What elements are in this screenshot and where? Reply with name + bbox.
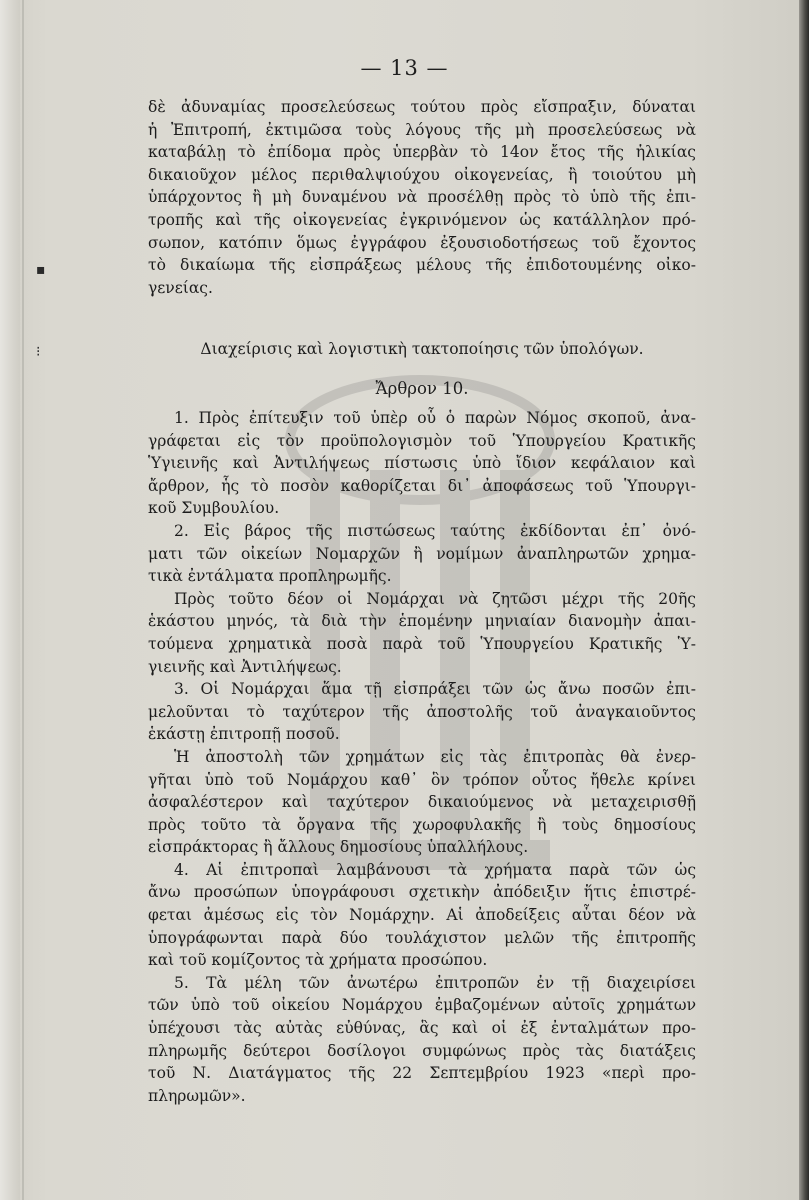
article-paragraph-2	[148, 520, 696, 588]
text-line: γιεινῆς καὶ Ἀντιλήψεως.	[148, 657, 342, 676]
margin-mark: ▪	[36, 262, 46, 278]
text-line: ἄνω προσώπων ὑπογράφουσι σχετικὴν ἀπόδειξιν ἥτις ἐπιστρέ-	[148, 883, 696, 902]
text-line: Πρὸς τοῦτο δέον οἱ Νομάρχαι νὰ ζητῶσι μέχρι τῆς 20ῆς	[174, 589, 696, 608]
text-line: ἀσφαλέστερον καὶ ταχύτερον δικαιούμενος νὰ μεταχειρισθῇ	[148, 793, 696, 812]
page-fold-line	[22, 0, 24, 1200]
text-line: Ὑγιεινῆς καὶ Ἀντιλήψεως πίστωσις ὑπὸ ἴδιον κεφάλαιον καὶ	[148, 454, 696, 473]
text-line: ἡ Ἐπιτροπή, ἐκτιμῶσα τοὺς λόγους τῆς μὴ προσελεύσεως νὰ	[148, 120, 696, 139]
article-paragraph-3	[148, 678, 696, 746]
text-line: τροπῆς καὶ τῆς οἰκογενείας ἐγκρινόμενον ὡς κατάλληλον πρό-	[148, 210, 696, 229]
article-title: Ἄρθρον 10.	[375, 379, 469, 398]
article-paragraph-1	[148, 407, 696, 520]
text-line: τὸ δικαίωμα τῆς εἰσπράξεως μέλους τῆς ἐπιδοτουμένης οἰκο-	[148, 256, 696, 275]
text-line: καταβάλῃ τὸ ἐπίδομα πρὸς ὑπερβὰν τὸ 14ον ἔτος τῆς ἡλικίας	[148, 143, 696, 162]
text-line: μελοῦνται τὸ ταχύτερον τῆς ἀποστολῆς τοῦ ἀναγκαιοῦντος	[148, 702, 696, 721]
text-line: γράφεται εἰς τὸν προϋπολογισμὸν τοῦ Ὑπουργείου Κρατικῆς	[148, 431, 696, 450]
article-paragraph-2b	[148, 588, 696, 678]
text-line: πληρωμῶν».	[148, 1086, 246, 1105]
text-line: ὑπέχουσι τὰς αὐτὰς εὐθύνας, ἃς καὶ οἱ ἐξ ἐνταλμάτων προ-	[148, 1019, 696, 1038]
text-line: τούμενα χρηματικὰ ποσὰ παρὰ τοῦ Ὑπουργείου Κρατικῆς Ὑ-	[148, 634, 696, 653]
text-line: εἰσπράκτορας ἢ ἄλλους δημοσίους ὑπαλλήλους.	[148, 838, 529, 857]
text-line: τοῦ Ν. Διατάγματος τῆς 22 Σεπτεμβρίου 1923 «περὶ προ-	[148, 1064, 696, 1083]
text-line: καὶ τοῦ κομίζοντος τὰ χρήματα προσώπου.	[148, 951, 488, 970]
text-line: κοῦ Συμβουλίου.	[148, 499, 280, 518]
page-right-edge-shadow	[799, 0, 809, 1200]
text-line: γενείας.	[148, 278, 213, 297]
text-line: ματι τῶν οἰκείων Νομαρχῶν ἢ νομίμων ἀναπληρωτῶν χρημα-	[148, 544, 696, 563]
text-line: φεται ἀμέσως εἰς τὸν Νομάρχην. Αἱ ἀποδείξεις αὗται δέον νὰ	[148, 906, 696, 925]
text-line: τῶν ὑπὸ τοῦ οἰκείου Νομάρχου ἐμβαζομένων αὐτοῖς χρημάτων	[148, 996, 696, 1015]
text-line: 2. Εἰς βάρος τῆς πιστώσεως ταύτης ἐκδίδονται ἐπ᾽ ὀνό-	[174, 521, 696, 540]
article-paragraph-4	[148, 859, 696, 972]
margin-mark: ⁝	[36, 344, 41, 360]
text-line: δικαιοῦχον μέλος περιθαλψιούχου οἰκογενείας, ἢ τοιούτου μὴ	[148, 165, 696, 184]
article-body	[148, 407, 696, 1107]
text-line: ἑκάστῃ ἐπιτροπῇ ποσοῦ.	[148, 725, 340, 744]
text-line: τικὰ ἐντάλματα προπληρωμῆς.	[148, 567, 392, 586]
intro-paragraph	[148, 96, 696, 299]
text-line: ἑκάστου μηνός, τὰ διὰ τὴν ἑπομένην μηνιαίαν διανομὴν ἀπαι-	[148, 612, 696, 631]
text-line: πρὸς τοῦτο τὰ ὄργανα τῆς χωροφυλακῆς ἢ τοὺς δημοσίους	[148, 815, 696, 834]
text-line: ἄρθρον, ἧς τὸ ποσὸν καθορίζεται δι᾽ ἀποφάσεως τοῦ Ὑπουργι-	[148, 476, 696, 495]
text-line: σωπον, κατόπιν ὅμως ἐγγράφου ἐξουσιοδοτήσεως τοῦ ἔχοντος	[148, 233, 696, 252]
text-line: 5. Τὰ μέλη τῶν ἀνωτέρω ἐπιτροπῶν ἐν τῇ διαχειρίσει	[174, 973, 696, 992]
text-line: δὲ ἀδυναμίας προσελεύσεως τούτου πρὸς εἴσπραξιν, δύναται	[148, 98, 696, 116]
section-heading: Διαχείρισις καὶ λογιστικὴ τακτοποίησις τῶν ὑπολόγων.	[200, 340, 644, 358]
text-line: ὑπάρχοντος ἢ μὴ δυναμένου νὰ προσέλθῃ πρὸς τὸ ὑπὸ τῆς ἐπι-	[148, 188, 696, 207]
article-paragraph-3b	[148, 746, 696, 859]
text-line: πληρωμῆς δεύτεροι δοσίλογοι συμφώνως πρὸς τὰς διατάξεις	[148, 1041, 696, 1060]
text-line: γῆται ὑπὸ τοῦ Νομάρχου καθ᾽ ὃν τρόπον οὗτος ἤθελε κρίνει	[148, 770, 696, 789]
page-left-edge	[0, 0, 20, 1200]
text-line: Ἡ ἀποστολὴ τῶν χρημάτων εἰς τὰς ἐπιτροπὰς θὰ ἐνερ-	[174, 747, 696, 766]
text-line: 3. Οἱ Νομάρχαι ἅμα τῇ εἰσπράξει τῶν ὡς ἄνω ποσῶν ἐπι-	[174, 680, 696, 699]
text-line: ὑπογράφωνται παρὰ δύο τουλάχιστον μελῶν τῆς ἐπιτροπῆς	[148, 928, 696, 947]
article-paragraph-5	[148, 972, 696, 1108]
text-line: 1. Πρὸς ἐπίτευξιν τοῦ ὑπὲρ οὗ ὁ παρὼν Νόμος σκοποῦ, ἀνα-	[174, 409, 696, 427]
page-number: — 13 —	[360, 56, 449, 80]
text-line: 4. Αἱ ἐπιτροπαὶ λαμβάνουσι τὰ χρήματα παρὰ τῶν ὡς	[174, 860, 696, 879]
